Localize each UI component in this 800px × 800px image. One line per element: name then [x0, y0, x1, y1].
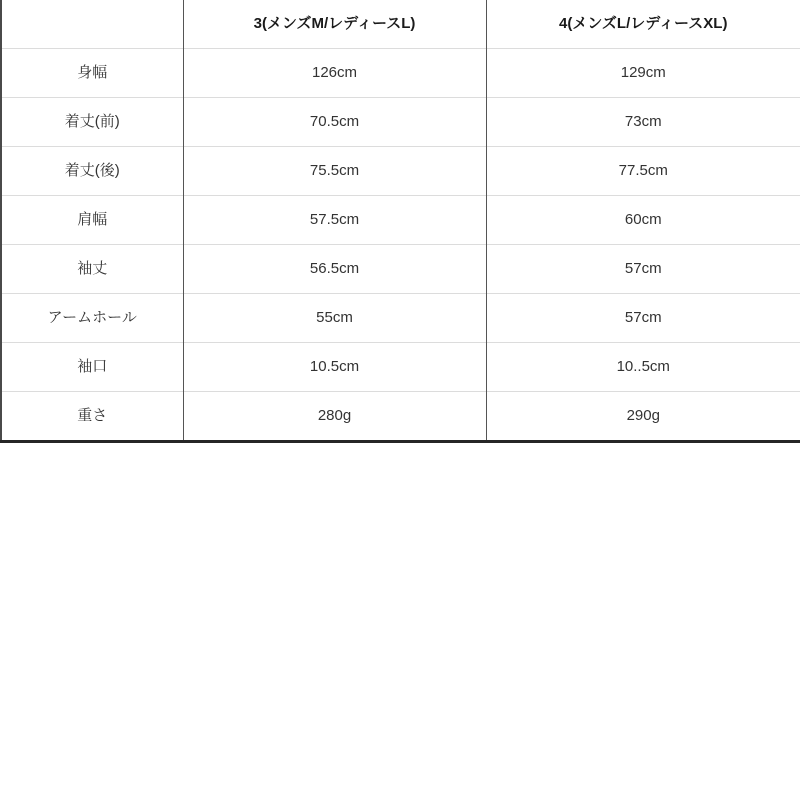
- row-label: アームホール: [1, 294, 183, 343]
- cell-value: 70.5cm: [183, 98, 486, 147]
- cell-value: 290g: [486, 392, 800, 442]
- row-label: 袖口: [1, 343, 183, 392]
- cell-value: 55cm: [183, 294, 486, 343]
- column-header-size4: 4(メンズL/レディースXL): [486, 0, 800, 49]
- row-label: 重さ: [1, 392, 183, 442]
- cell-value: 129cm: [486, 49, 800, 98]
- column-header-size3: 3(メンズM/レディースL): [183, 0, 486, 49]
- cell-value: 10.5cm: [183, 343, 486, 392]
- row-label: 身幅: [1, 49, 183, 98]
- cell-value: 60cm: [486, 196, 800, 245]
- row-label: 着丈(後): [1, 147, 183, 196]
- header-row: [1, 0, 800, 49]
- table-row: [1, 245, 800, 294]
- cell-value: 57cm: [486, 245, 800, 294]
- table-row: [1, 49, 800, 98]
- table-row: [1, 294, 800, 343]
- cell-value: 57.5cm: [183, 196, 486, 245]
- size-chart-body: [1, 49, 800, 442]
- table-row: [1, 343, 800, 392]
- table-row: [1, 147, 800, 196]
- cell-value: 126cm: [183, 49, 486, 98]
- row-label: 着丈(前): [1, 98, 183, 147]
- table-row: [1, 196, 800, 245]
- cell-value: 75.5cm: [183, 147, 486, 196]
- cell-value: 73cm: [486, 98, 800, 147]
- row-label: 袖丈: [1, 245, 183, 294]
- cell-value: 77.5cm: [486, 147, 800, 196]
- column-header-blank: [1, 0, 183, 49]
- cell-value: 10..5cm: [486, 343, 800, 392]
- cell-value: 56.5cm: [183, 245, 486, 294]
- cell-value: 57cm: [486, 294, 800, 343]
- table-row: [1, 392, 800, 442]
- cell-value: 280g: [183, 392, 486, 442]
- row-label: 肩幅: [1, 196, 183, 245]
- table-row: [1, 98, 800, 147]
